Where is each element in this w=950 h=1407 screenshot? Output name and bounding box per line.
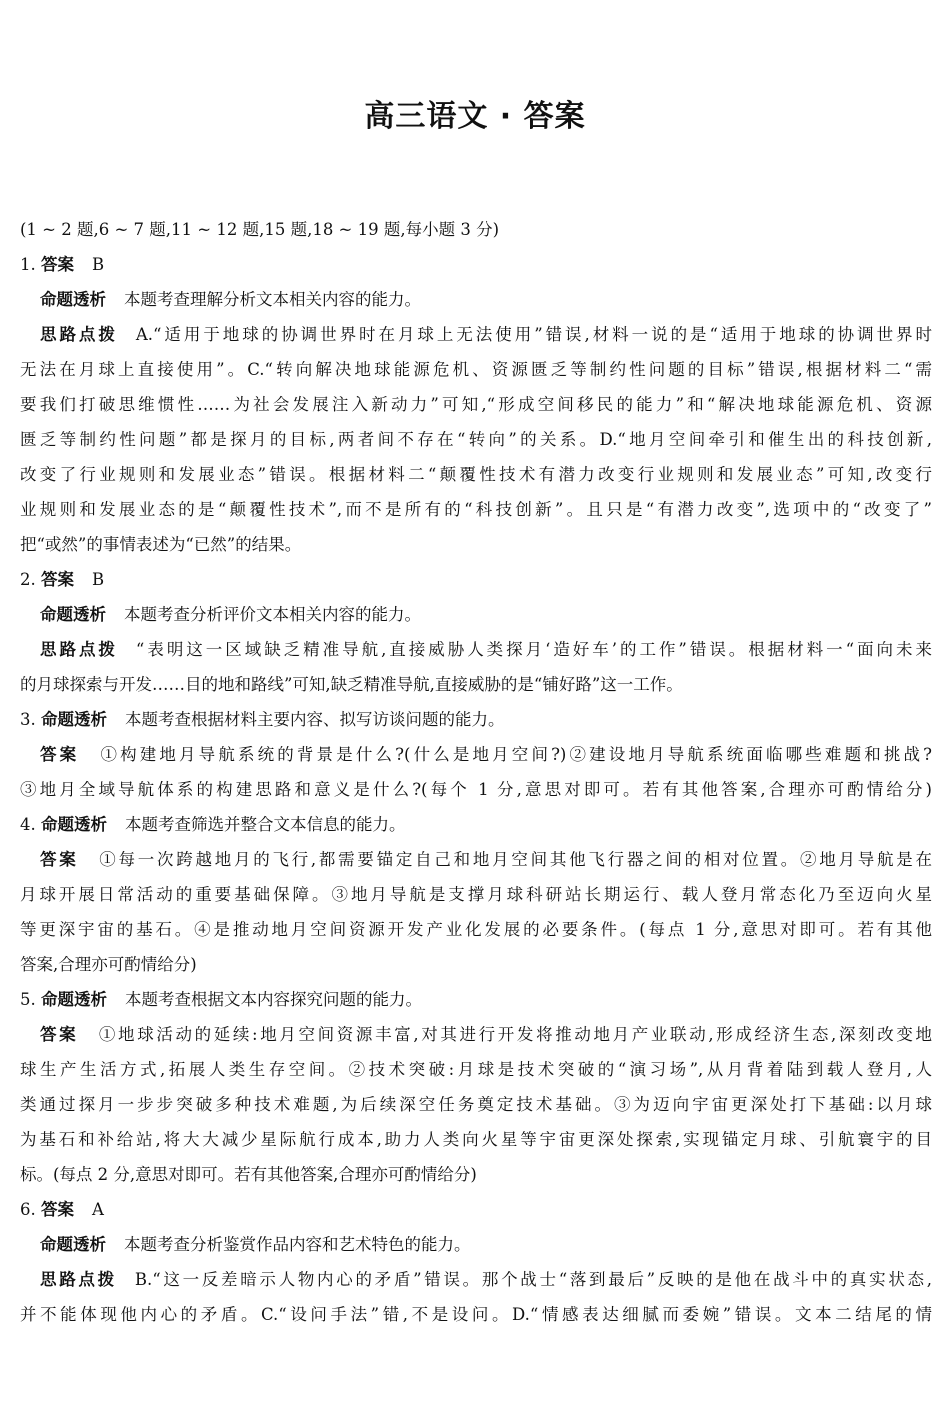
- q6-answer-value: A: [92, 1200, 104, 1219]
- q4-answer-line: [20, 842, 932, 877]
- q1-hint-text: 业规则和发展业态的是“颠覆性技术”,而不是所有的“科技创新”。且只是“有潜力改变”,选项中的“改变了”: [20, 500, 932, 519]
- q4-answer-label: 答案: [40, 850, 79, 869]
- q6-intent-line: [20, 1227, 932, 1262]
- answer-content: [20, 212, 932, 1332]
- q1-hint-text: A.“适用于地球的协调世界时在月球上无法使用”错误,材料一说的是“适用于地球的协调世界时: [135, 325, 933, 344]
- q1-hint-label: 思路点拨: [40, 325, 118, 344]
- q6-hint-text: B.“这一反差暗示人物内心的矛盾”错误。那个战士“落到最后”反映的是他在战斗中的真实状态,: [134, 1270, 933, 1289]
- q2-answer-value: B: [92, 570, 105, 589]
- q2-intent-label: 命题透析: [40, 605, 106, 624]
- q4-answer-text: 月球开展日常活动的重要基础保障。③地月导航是支撑月球科研站长期运行、载人登月常态化乃至迈向火星: [20, 885, 932, 904]
- q1-hint-line: [20, 317, 932, 352]
- q3-answer-label: 答案: [40, 745, 80, 764]
- q6-number: 6.: [20, 1200, 41, 1219]
- q4-answer-text: ①每一次跨越地月的飞行,都需要锚定自己和地月空间其他飞行器之间的相对位置。②地月导航是在: [96, 850, 933, 869]
- q2-hint-text: 的月球探索与开发……目的地和路线”可知,缺乏精准导航,直接威胁的是“铺好路”这一工作。: [20, 675, 683, 694]
- q5-intent-text: 本题考查根据文本内容探究问题的能力。: [125, 990, 422, 1009]
- q3-intent-text: 本题考查根据材料主要内容、拟写访谈问题的能力。: [125, 710, 505, 729]
- q2-hint-text: “表明这一区域缺乏精准导航,直接威胁人类探月‘造好车’的工作”错误。根据材料一“面向未来: [135, 640, 933, 659]
- q2-hint-label: 思路点拨: [40, 640, 118, 659]
- q2-answer-label: 答案: [41, 570, 74, 589]
- q1-hint-text: 把“或然”的事情表述为“已然”的结果。: [20, 535, 302, 554]
- q1-number: 1.: [20, 255, 41, 274]
- q2-number: 2.: [20, 570, 41, 589]
- q5-answer-text: 标。(每点 2 分,意思对即可。若有其他答案,合理亦可酌情给分): [20, 1165, 477, 1184]
- q6-answer-label: 答案: [41, 1200, 74, 1219]
- q6-hint-label: 思路点拨: [40, 1270, 117, 1289]
- q5-answer-label: 答案: [40, 1025, 79, 1044]
- q5-answer-line: [20, 1017, 932, 1052]
- q5-intent-line: [20, 982, 932, 1017]
- q1-answer-value: B: [92, 255, 105, 274]
- q1-hint-text: 无法在月球上直接使用”。C.“转向解决地球能源危机、资源匮乏等制约性问题的目标”错误,根据材料二“需: [20, 360, 932, 379]
- q1-intent-text: 本题考查理解分析文本相关内容的能力。: [124, 290, 421, 309]
- q1-answer-line: [20, 247, 932, 282]
- q3-intent-line: [20, 702, 932, 737]
- q4-answer-text: 等更深宇宙的基石。④是推动地月空间资源开发产业化发展的必要条件。(每点 1 分,意思对即可。若有其他: [20, 920, 932, 939]
- score-note: (1 ~ 2 题,6 ~ 7 题,11 ~ 12 题,15 题,18 ~ 19 题,每小题 3 分): [20, 220, 500, 239]
- q3-intent-label: 命题透析: [41, 710, 107, 729]
- q2-answer-line: [20, 562, 932, 597]
- q4-intent-text: 本题考查筛选并整合文本信息的能力。: [125, 815, 406, 834]
- q6-answer-line: [20, 1192, 932, 1227]
- q2-hint-line: [20, 632, 932, 667]
- q6-intent-text: 本题考查分析鉴赏作品内容和艺术特色的能力。: [124, 1235, 471, 1254]
- q4-intent-line: [20, 807, 932, 842]
- q1-answer-label: 答案: [41, 255, 74, 274]
- q6-hint-text: 并不能体现他内心的矛盾。C.“设问手法”错,不是设问。D.“情感表达细腻而委婉”错误。文本二结尾的情: [20, 1305, 932, 1324]
- q4-intent-label: 命题透析: [41, 815, 107, 834]
- q5-intent-label: 命题透析: [41, 990, 107, 1009]
- q5-answer-text: 类通过探月一步步突破多种技术难题,为后续深空任务奠定技术基础。③为迈向宇宙更深处打下基础:以月球: [20, 1095, 932, 1114]
- q3-answer-text: ③地月全域导航体系的构建思路和意义是什么?(每个 1 分,意思对即可。若有其他答案,合理亦可酌情给分): [20, 780, 932, 799]
- q5-answer-text: ①地球活动的延续:地月空间资源丰富,对其进行开发将推动地月产业联动,形成经济生态,深刻改变地: [96, 1025, 932, 1044]
- q1-intent-line: [20, 282, 932, 317]
- q1-hint-text: 要我们打破思维惯性……为社会发展注入新动力”可知,“形成空间移民的能力”和“解决地球能源危机、资源: [20, 395, 932, 414]
- q3-answer-text: ①构建地月导航系统的背景是什么?(什么是地月空间?)②建设地月导航系统面临哪些难题和挑战?: [97, 745, 932, 764]
- q6-intent-label: 命题透析: [40, 1235, 106, 1254]
- q4-answer-text: 答案,合理亦可酌情给分): [20, 955, 197, 974]
- q1-hint-text: 改变了行业规则和发展业态”错误。根据材料二“颠覆性技术有潜力改变行业规则和发展业态”可知,改变行: [20, 465, 932, 484]
- q3-number: 3.: [20, 710, 41, 729]
- q4-number: 4.: [20, 815, 41, 834]
- q6-hint-line: [20, 1262, 932, 1297]
- q1-intent-label: 命题透析: [40, 290, 106, 309]
- q1-hint-text: 匮乏等制约性问题”都是探月的目标,两者间不存在“转向”的关系。D.“地月空间牵引和催生出的科技创新,: [20, 430, 932, 449]
- q5-number: 5.: [20, 990, 41, 1009]
- page-title: 高三语文 · 答案: [364, 99, 586, 134]
- q3-answer-line: [20, 737, 932, 772]
- q5-answer-text: 为基石和补给站,将大大减少星际航行成本,助力人类向火星等宇宙更深处探索,实现锚定月球、引航寰宇的目: [20, 1130, 932, 1149]
- q2-intent-line: [20, 597, 932, 632]
- q2-intent-text: 本题考查分析评价文本相关内容的能力。: [124, 605, 421, 624]
- q5-answer-text: 球生产生活方式,拓展人类生存空间。②技术突破:月球是技术突破的“演习场”,从月背着陆到载人登月,人: [20, 1060, 932, 1079]
